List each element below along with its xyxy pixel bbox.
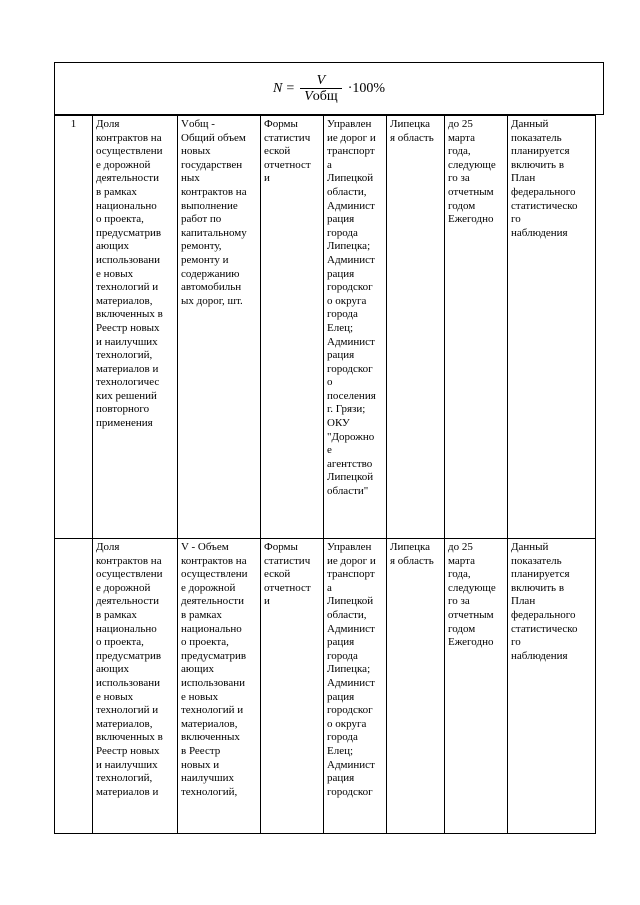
indicator-table: [54, 115, 596, 834]
period-text: до 25 марта года, следующе го за отчетным годом Ежегодно: [448, 118, 496, 226]
formula-fraction: [300, 73, 341, 105]
territory-cell: [387, 116, 445, 539]
source-cell: [261, 539, 324, 834]
period-cell: [445, 539, 508, 834]
source-text: Формы статистич еской отчетност и: [264, 541, 311, 608]
note-cell: [508, 116, 596, 539]
formula-multiplier: ·100%: [347, 80, 386, 96]
responsible-cell: [324, 539, 387, 834]
table-row: [55, 539, 596, 834]
formula: [273, 73, 385, 105]
indicator-cell: [93, 539, 178, 834]
variable-text: V - Объем контрактов на осуществлени е дорожной деятельности в рамках национально о проекта, предусматрив ающих использовани е новых технологий и материалов, включенных в Реестр новых и наилучших технологий,: [181, 541, 248, 798]
territory-text: Липецка я область: [390, 118, 434, 144]
responsible-cell: [324, 116, 387, 539]
period-cell: [445, 116, 508, 539]
row-number: [55, 539, 93, 834]
formula-denominator-var: V: [304, 88, 313, 104]
note-cell: [508, 539, 596, 834]
source-cell: [261, 116, 324, 539]
formula-lhs: N: [272, 80, 283, 96]
responsible-text: Управлен ие дорог и транспорт а Липецкой области, Админист рация города Липецка; Админист рация городског о округа города Елец; Админист рация городског о поселения г. Грязи; ОКУ "Дорожно е агентство Липецкой области": [327, 118, 376, 498]
territory-text: Липецка я область: [390, 541, 434, 567]
table-row: [55, 116, 596, 539]
indicator-text: Доля контрактов на осуществлени е дорожной деятельности в рамках национально о проекта, предусматрив ающих использовани е новых технологий и материалов, включенных в Реестр новых и наилучших технологий, материалов и: [96, 541, 163, 798]
source-text: Формы статистич еской отчетност и: [264, 118, 311, 185]
note-text: Данный показатель планируется включить в План федерального статистическо го наблюдения: [511, 118, 578, 239]
variable-cell: [178, 116, 261, 539]
formula-equals: =: [286, 80, 295, 96]
formula-numerator: V: [316, 72, 326, 88]
note-text: Данный показатель планируется включить в План федерального статистическо го наблюдения: [511, 541, 578, 662]
variable-text: Vобщ - Общий объем новых государствен ных контрактов на выполнение работ по капитальному ремонту, ремонту и содержанию автомобильн ых дорог, шт.: [181, 118, 247, 307]
indicator-text: Доля контрактов на осуществлени е дорожной деятельности в рамках национально о проекта, предусматрив ающих использовани е новых технологий и материалов, включенных в Реестр новых и наилучших технологий, материалов и технологичес ких решений повторного применения: [96, 118, 163, 430]
responsible-text: Управлен ие дорог и транспорт а Липецкой области, Админист рация города Липецка; Админист рация городског о округа города Елец; Админист рация городског: [327, 541, 376, 798]
variable-cell: [178, 539, 261, 834]
formula-box: [54, 62, 604, 115]
formula-denominator: [300, 88, 341, 105]
formula-denominator-sub: общ: [312, 88, 338, 104]
indicator-cell: [93, 116, 178, 539]
period-text: до 25 марта года, следующе го за отчетным годом Ежегодно: [448, 541, 496, 649]
territory-cell: [387, 539, 445, 834]
row-number: 1: [55, 116, 93, 539]
